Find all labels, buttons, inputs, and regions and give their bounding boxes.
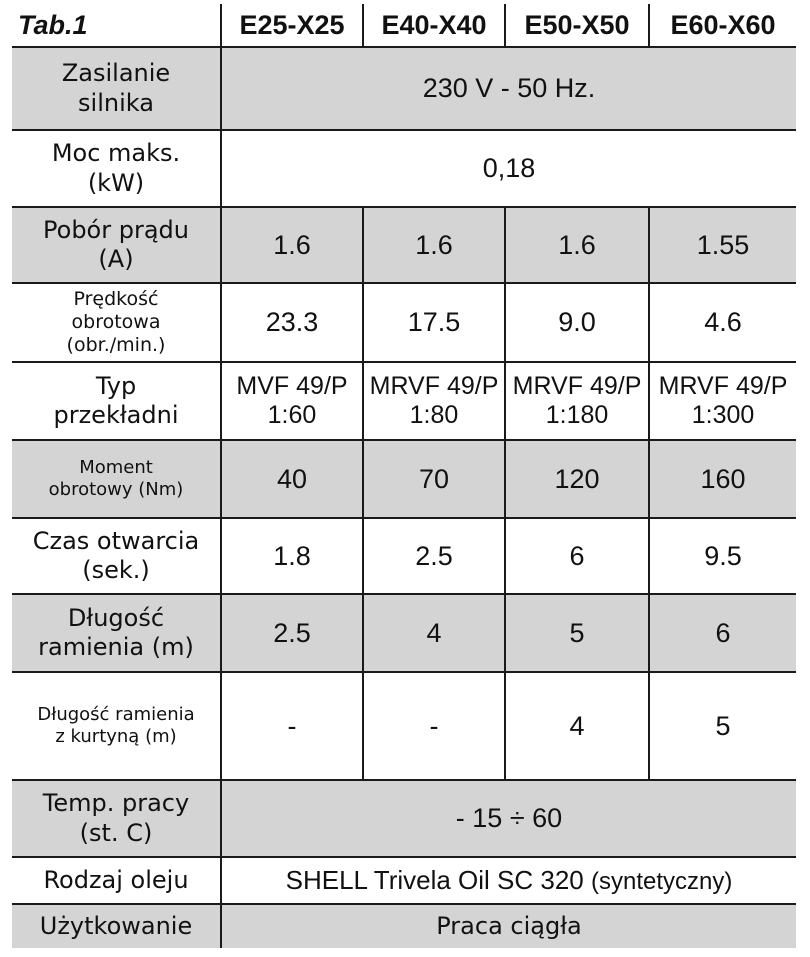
row-label-oil-type: Rodzaj oleju (12, 857, 221, 904)
arm-curtain-value-e40: - (363, 672, 505, 780)
gearbox-value-e25: MVF 49/P 1:60 (221, 362, 363, 440)
spec-table (12, 4, 796, 948)
current-value-e40: 1.6 (363, 207, 505, 283)
torque-value-e50: 120 (505, 440, 649, 518)
row-label-opening-time: Czas otwarcia (sek.) (12, 518, 221, 594)
row-label-usage: Użytkowanie (12, 904, 221, 948)
speed-value-e40: 17.5 (363, 283, 505, 362)
opening-time-value-e40: 2.5 (363, 518, 505, 594)
gearbox-value-e60: MRVF 49/P 1:300 (649, 362, 796, 440)
table-header-row (12, 4, 796, 47)
table-row (12, 130, 796, 207)
table-row (12, 857, 796, 904)
opening-time-value-e50: 6 (505, 518, 649, 594)
torque-value-e25: 40 (221, 440, 363, 518)
table-row (12, 283, 796, 362)
arm-curtain-value-e25: - (221, 672, 363, 780)
arm-length-value-e60: 6 (649, 594, 796, 672)
table-row (12, 594, 796, 672)
model-header-e50: E50-X50 (505, 4, 649, 47)
table-row (12, 207, 796, 283)
model-header-e40: E40-X40 (363, 4, 505, 47)
arm-length-value-e40: 4 (363, 594, 505, 672)
row-label-current: Pobór prądu (A) (12, 207, 221, 283)
temperature-value: - 15 ÷ 60 (221, 780, 796, 857)
gearbox-value-e50: MRVF 49/P 1:180 (505, 362, 649, 440)
row-label-temperature: Temp. pracy (st. C) (12, 780, 221, 857)
table-row (12, 47, 796, 130)
table-number: Tab.1 (12, 4, 221, 47)
oil-type-value: SHELL Trivela Oil SC 320 (syntetyczny) (221, 857, 796, 904)
opening-time-value-e60: 9.5 (649, 518, 796, 594)
current-value-e50: 1.6 (505, 207, 649, 283)
table-row (12, 672, 796, 780)
supply-value: 230 V - 50 Hz. (221, 47, 796, 130)
arm-curtain-value-e50: 4 (505, 672, 649, 780)
speed-value-e25: 23.3 (221, 283, 363, 362)
model-header-e60: E60-X60 (649, 4, 796, 47)
speed-value-e50: 9.0 (505, 283, 649, 362)
speed-value-e60: 4.6 (649, 283, 796, 362)
row-label-arm-length: Długość ramienia (m) (12, 594, 221, 672)
power-value: 0,18 (221, 130, 796, 207)
row-label-gearbox: Typ przekładni (12, 362, 221, 440)
arm-curtain-value-e60: 5 (649, 672, 796, 780)
arm-length-value-e50: 5 (505, 594, 649, 672)
torque-value-e60: 160 (649, 440, 796, 518)
opening-time-value-e25: 1.8 (221, 518, 363, 594)
table-row (12, 904, 796, 948)
torque-value-e40: 70 (363, 440, 505, 518)
model-header-e25: E25-X25 (221, 4, 363, 47)
arm-length-value-e25: 2.5 (221, 594, 363, 672)
gearbox-value-e40: MRVF 49/P 1:80 (363, 362, 505, 440)
row-label-torque: Moment obrotowy (Nm) (12, 440, 221, 518)
table-row (12, 518, 796, 594)
row-label-power: Moc maks. (kW) (12, 130, 221, 207)
usage-value: Praca ciągła (221, 904, 796, 948)
row-label-speed: Prędkość obrotowa (obr./min.) (12, 283, 221, 362)
row-label-supply: Zasilanie silnika (12, 47, 221, 130)
current-value-e60: 1.55 (649, 207, 796, 283)
table-row (12, 440, 796, 518)
current-value-e25: 1.6 (221, 207, 363, 283)
table-row (12, 780, 796, 857)
table-row (12, 362, 796, 440)
row-label-arm-length-curtain: Długość ramienia z kurtyną (m) (12, 672, 221, 780)
